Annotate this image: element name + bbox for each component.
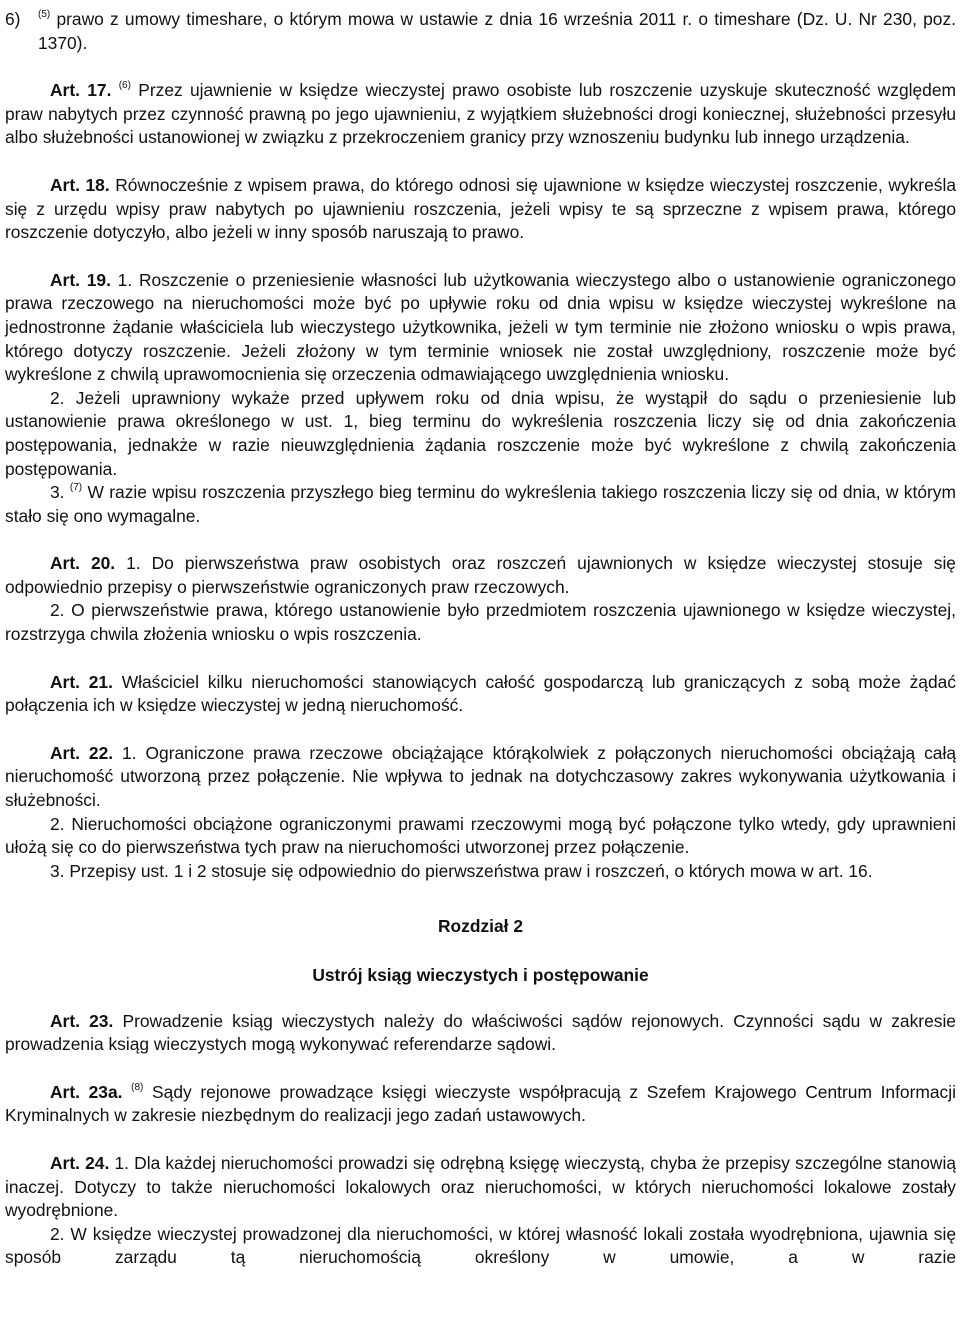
article-23a: Art. 23a. $^{(8)}$ Sądy rejonowe prowadzące księgi wieczyste współpracują z Szefem Krajowego Centrum Informacji Kryminalnych w zakresie niezbędnym do realizacji jego zadań ustawowych. [5, 1081, 956, 1126]
article-label: Art. 19. [50, 269, 111, 290]
article-paragraph: 2. W księdze wieczystej prowadzonej dla nieruchomości, w której własność lokali została wyodrębniona, ujawnia się sposób zarządu tą nieruchomością określony w umowie, a w razie [5, 1223, 956, 1268]
article-paragraph: 2. O pierwszeństwie prawa, którego ustanowienie było przedmiotem roszczenia ujawnionego w księdze wieczystej, rozstrzyga chwila złożenia wniosku o wpis roszczenia. [5, 600, 956, 645]
article-17: Art. 17. $^{(6)}$ Przez ujawnienie w księdze wieczystej prawo osobiste lub roszczenie uzyskuje skuteczność względem praw nabytych przez czynność prawną po jego ujawnieniu, z wyjątkiem służebności drogi koniecznej, służebności przesyłu albo służebności ustanowionej w związku z przekroczeniem granicy przy wznoszeniu budynku lub innego urządzenia. [5, 80, 956, 148]
document-page [0, 8, 960, 1328]
article-paragraph: 2. Nieruchomości obciążone ograniczonymi prawami rzeczowymi mogą być połączone tylko wtedy, gdy uprawnieni ułożą się co do pierwszeństwa tych praw na nieruchomości utworzonej przez połączenie. [5, 813, 956, 858]
article-paragraph: Art. 19. 1. Roszczenie o przeniesienie własności lub użytkowania wieczystego albo o ustanowienie ograniczonego prawa rzeczowego na nieruchomości może być po upływie roku od dnia wpisu w księdze wieczystej wykreślone na jednostronne żądanie właściciela lub wieczystego użytkownika, jeżeli w tym terminie nie złożono wniosku o wpis prawa, którego dotyczy roszczenie. Jeżeli złożony w tym terminie wniosek nie został uwzględniony, roszczenie może być wykreślone z chwilą uprawomocnienia się orzeczenia odmawiającego uwzględnienia wniosku. [5, 269, 956, 385]
article-label: Art. 23. [50, 1010, 114, 1031]
article-paragraph: Art. 20. 1. Do pierwszeństwa praw osobistych oraz roszczeń ujawnionych w księdze wieczystej stosuje się odpowiednio przepisy o pierwszeństwie ograniczonych praw rzeczowych. [5, 553, 956, 597]
footnote-ref: (5) [38, 9, 51, 20]
article-paragraph: 3. Przepisy ust. 1 i 2 stosuje się odpowiednio do pierwszeństwa praw i roszczeń, o których mowa w art. 16. [50, 860, 873, 881]
article-22 [5, 742, 956, 884]
chapter-number: Rozdział 2 [437, 916, 524, 937]
article-paragraph: Art. 22. 1. Ograniczone prawa rzeczowe obciążające którąkolwiek z połączonych nieruchomości obciążają całą nieruchomość utworzoną przez połączenie. Nie wpływa to jednak na dotychczasowy zakres wykonywania użytkowania i służebności. [5, 742, 956, 811]
list-item-text: $^{(5)}$ prawo z umowy timeshare, o którym mowa w ustawie z dnia 16 września 2011 r. o timeshare (Dz. U. Nr 230, poz. 1370). [38, 9, 956, 53]
article-21: Art. 21. Właściciel kilku nieruchomości stanowiących całość gospodarczą lub graniczących z sobą może żądać połączenia ich w księdze wieczystej w jedną nieruchomość. [5, 671, 956, 716]
footnote-ref: (7) [69, 482, 83, 494]
list-number: 6) [5, 9, 21, 29]
footnote-ref: (8) [131, 1081, 144, 1093]
footnote-ref: (6) [118, 80, 131, 92]
article-paragraph: 3. $^{(7)}$ W razie wpisu roszczenia przyszłego bieg terminu do wykreślenia takiego roszczenia liczy się od dnia, w którym stało się ono wymagalne. [5, 482, 956, 526]
article-18: Art. 18. Równocześnie z wpisem prawa, do którego odnosi się ujawnione w księdze wieczystej roszczenie, wykreśla się z urzędu wpisy praw nabytych po ujawnieniu roszczenia, jeżeli wpisy te są sprzeczne z wpisem prawa, którego roszczenie dotyczyło, albo jeżeli w inny sposób naruszają to prawo. [5, 174, 956, 243]
article-paragraph: 2. Jeżeli uprawniony wykaże przed upływem roku od dnia wpisu, że wystąpił do sądu o przeniesienie lub ustanowienie prawa określonego w ust. 1, bieg terminu do wykreślenia roszczenia liczy się od dnia zakończenia postępowania, jednakże w razie nieuwzględnienia żądania roszczenie może być wykreślone z chwilą zakończenia postępowania. [5, 387, 956, 479]
article-19 [5, 269, 956, 529]
article-label: Art. 20. [50, 553, 116, 574]
article-label: Art. 18. [50, 174, 110, 195]
article-paragraph: Art. 24. 1. Dla każdej nieruchomości prowadzi się odrębną księgę wieczystą, chyba że przepisy szczególne stanowią inaczej. Dotyczy to także nieruchomości lokalowych oraz nieruchomości, w których nieruchomości lokalowe zostały wyodrębnione. [5, 1152, 956, 1221]
article-label: Art. 23a. [50, 1081, 123, 1102]
list-item-6 [5, 8, 956, 55]
article-23: Art. 23. Prowadzenie ksiąg wieczystych należy do właściwości sądów rejonowych. Czynności sądu w zakresie prowadzenia ksiąg wieczystych mogą wykonywać referendarze sądowi. [5, 1010, 956, 1055]
chapter-title: Ustrój ksiąg wieczystych i postępowanie [312, 965, 649, 985]
article-label: Art. 24. [50, 1152, 110, 1173]
article-24 [5, 1152, 956, 1270]
article-label: Art. 17. [50, 80, 112, 101]
article-label: Art. 21. [50, 671, 113, 692]
article-20 [5, 552, 956, 646]
article-label: Art. 22. [50, 742, 114, 763]
